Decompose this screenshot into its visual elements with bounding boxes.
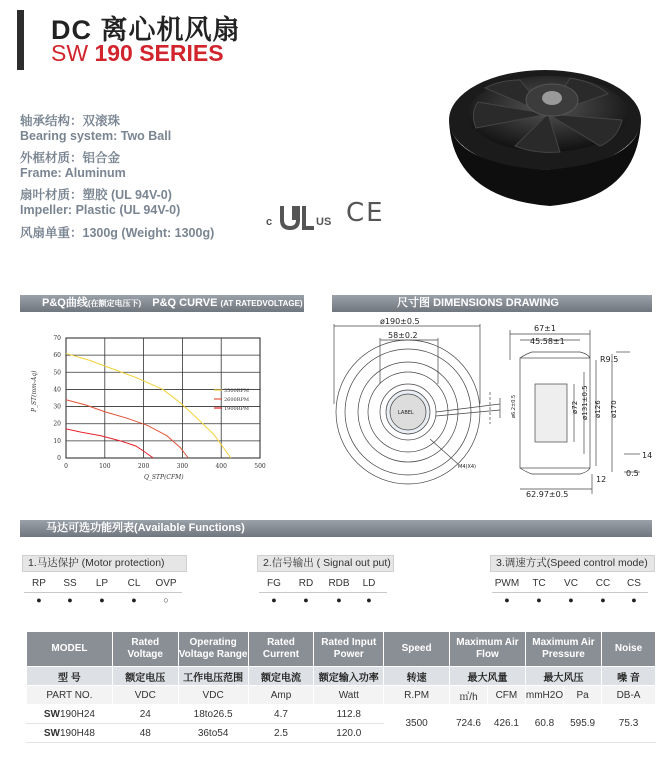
dim-126: ø126 — [594, 400, 602, 418]
col-model-cn: 型 号 — [27, 667, 113, 686]
func-pwm: PWM — [494, 578, 520, 589]
dim-72: ø72 — [571, 400, 579, 414]
dim-45: 45.58±1 — [530, 337, 565, 346]
accent-bar — [17, 10, 24, 70]
functions-header — [20, 520, 652, 537]
unit-watt: Watt — [314, 686, 384, 705]
pq-title-cn: P&Q曲线 — [42, 297, 88, 309]
col-operating-range: Operating Voltage Range — [178, 632, 248, 667]
row-current: 4.7 — [248, 705, 314, 724]
y-tick-label: 40 — [53, 386, 61, 394]
shared-flow-cfm: 426.1 — [487, 705, 525, 743]
shared-pressure-mm: 60.8 — [525, 705, 563, 743]
series-line-2600rpm — [66, 400, 188, 458]
cert-us: US — [316, 216, 332, 228]
func-rd: RD — [298, 578, 314, 589]
col-rated-voltage-cn: 额定电压 — [112, 667, 178, 686]
dims-title-en: DIMENSIONS DRAWING — [433, 297, 559, 309]
col-air-flow: Maximum Air Flow — [450, 632, 526, 667]
signal-output-title: 2.信号输出 ( Signal out put) — [257, 555, 394, 572]
shared-speed: 3500 — [384, 705, 450, 743]
func-vc-mark: ● — [568, 595, 574, 605]
func-ss-mark: ● — [67, 595, 73, 605]
y-tick-labels — [53, 335, 61, 462]
func-ld: LD — [362, 578, 376, 589]
product-title: DC 离心机风扇 — [51, 15, 241, 45]
col-air-pressure-cn: 最大风压 — [525, 667, 601, 686]
col-air-pressure: Maximum Air Pressure — [525, 632, 601, 667]
x-axis-label: Q_STP(CFM) — [144, 474, 184, 481]
unit-amp: Amp — [248, 686, 314, 705]
spec-frame-cn: 外框材质：铝合金 — [20, 151, 121, 165]
func-fg-mark: ● — [271, 595, 277, 605]
table-row — [27, 705, 656, 724]
model-prefix: SW — [43, 727, 60, 739]
y-tick-label: 0 — [57, 455, 61, 462]
unit-vdc-range: VDC — [178, 686, 248, 705]
shared-pressure-pa: 595.9 — [564, 705, 602, 743]
row-range: 36to54 — [178, 724, 248, 743]
x-tick-label: 0 — [64, 463, 68, 470]
unit-m3h: ㎥/h — [450, 686, 488, 705]
y-tick-label: 60 — [53, 352, 61, 360]
dim-170: ø170 — [610, 400, 618, 418]
row-model — [27, 724, 113, 743]
chart-legend — [214, 388, 249, 412]
ce-cert-logo: CE — [346, 198, 385, 228]
x-tick-label: 200 — [137, 463, 150, 470]
func-rdb-mark: ● — [336, 595, 342, 605]
x-tick-label: 300 — [176, 463, 189, 470]
series-title — [51, 40, 224, 67]
y-axis-label: P_ST(mm-Aq) — [31, 370, 38, 412]
table-header-row — [27, 632, 656, 667]
y-tick-label: 20 — [53, 420, 61, 428]
dim-190: ø190±0.5 — [380, 317, 420, 326]
row-power: 120.0 — [314, 724, 384, 743]
x-tick-label: 500 — [254, 463, 266, 470]
shared-noise: 75.3 — [602, 705, 656, 743]
func-lp-mark: ● — [99, 595, 105, 605]
ul-cert-logo — [266, 202, 346, 232]
func-rd-mark: ● — [303, 595, 309, 605]
unit-pa: Pa — [564, 686, 602, 705]
row-voltage: 24 — [112, 705, 178, 724]
cert-c: c — [266, 216, 273, 228]
dimensions-drawing — [330, 314, 660, 504]
spec-impeller-cn: 扇叶材质：塑胶 (UL 94V-0) — [20, 188, 172, 202]
func-cs-mark: ● — [631, 595, 637, 605]
dims-title-cn: 尺寸图 — [397, 297, 430, 309]
row-voltage: 48 — [112, 724, 178, 743]
row-range: 18to26.5 — [178, 705, 248, 724]
spec-bearing-cn: 轴承结构：双滚珠 — [20, 114, 121, 128]
series-line-3500rpm — [66, 353, 231, 458]
pq-title-cn-small: (在额定电压下) — [87, 299, 142, 308]
col-operating-range-cn: 工作电压范围 — [178, 667, 248, 686]
row-power: 112.8 — [314, 705, 384, 724]
spec-bearing-en: Bearing system: Two Ball — [20, 129, 172, 143]
y-tick-label: 30 — [53, 403, 61, 411]
dim-131: ø131±0.5 — [581, 385, 589, 420]
func-tc: TC — [532, 578, 546, 589]
dim-r95: R9.5 — [600, 355, 619, 364]
pq-header — [20, 295, 304, 312]
series-name: 190 SERIES — [94, 40, 224, 66]
shared-flow-m3h: 724.6 — [450, 705, 488, 743]
dim-05: 0.5 — [626, 469, 639, 478]
series-line-1900rpm — [66, 429, 153, 458]
dim-67: 67±1 — [534, 324, 556, 333]
dim-14: 14 — [642, 451, 653, 460]
table-header-cn-row — [27, 667, 656, 686]
model-number: 190H48 — [59, 727, 95, 739]
func-rp-mark: ● — [36, 595, 42, 605]
x-tick-labels — [64, 463, 266, 470]
col-input-power: Rated Input Power — [314, 632, 384, 667]
spec-frame-en: Frame: Aluminum — [20, 166, 126, 180]
unit-rpm: R.PM — [384, 686, 450, 705]
speed-control-title: 3.调速方式(Speed control mode) — [490, 555, 655, 572]
func-rp: RP — [32, 578, 46, 589]
func-vc: VC — [564, 578, 578, 589]
col-input-power-cn: 额定输入功率 — [314, 667, 384, 686]
func-cc-mark: ● — [600, 595, 606, 605]
func-rdb: RDB — [328, 578, 350, 589]
col-rated-current: Rated Current — [248, 632, 314, 667]
y-tick-label: 50 — [53, 369, 61, 377]
spec-impeller-en: Impeller: Plastic (UL 94V-0) — [20, 203, 181, 217]
unit-part-no: PART NO. — [27, 686, 113, 705]
pq-chart — [22, 322, 304, 490]
func-tc-mark: ● — [536, 595, 542, 605]
col-noise-cn: 噪 音 — [602, 667, 656, 686]
func-lp: LP — [95, 578, 109, 589]
func-ss: SS — [63, 578, 77, 589]
col-rated-current-cn: 额定电流 — [248, 667, 314, 686]
legend-label: 2600RPM — [224, 397, 249, 403]
series-prefix: SW — [51, 40, 89, 66]
col-noise: Noise — [602, 632, 656, 667]
model-prefix: SW — [43, 708, 60, 720]
legend-label: 3500RPM — [224, 388, 249, 394]
func-pwm-mark: ● — [504, 595, 510, 605]
divider — [259, 592, 387, 593]
fan-image — [440, 58, 650, 218]
spec-table — [26, 631, 656, 743]
dim-6-2: ø6.2±0.5 — [511, 394, 517, 418]
dim-12: 12 — [596, 475, 607, 484]
func-ovp-mark: ○ — [163, 595, 169, 605]
func-cc: CC — [595, 578, 611, 589]
label-text: LABEL — [398, 410, 414, 416]
col-rated-voltage: Rated Voltage — [112, 632, 178, 667]
col-model: MODEL — [27, 632, 113, 667]
col-speed-cn: 转速 — [384, 667, 450, 686]
unit-mmh2o: mmH2O — [525, 686, 563, 705]
dims-header — [332, 295, 652, 312]
spec-weight: 风扇单重：1300g (Weight: 1300g) — [20, 226, 215, 240]
model-number: 190H24 — [59, 708, 95, 720]
divider — [492, 592, 648, 593]
unit-dba: DB-A — [602, 686, 656, 705]
col-speed: Speed — [384, 632, 450, 667]
row-model — [27, 705, 113, 724]
x-tick-label: 400 — [215, 463, 227, 470]
pq-title-en: P&Q CURVE — [152, 297, 218, 309]
col-air-flow-cn: 最大风量 — [450, 667, 526, 686]
func-cs: CS — [627, 578, 641, 589]
legend-label: 1900RPM — [224, 406, 249, 412]
x-tick-label: 100 — [99, 463, 111, 470]
dim-58: 58±0.2 — [388, 331, 418, 340]
pq-title-en-small: (AT RATEDVOLTAGE) — [220, 299, 303, 308]
func-ld-mark: ● — [366, 595, 372, 605]
table-units-row — [27, 686, 656, 705]
dim-6297: 62.97±0.5 — [526, 490, 569, 499]
unit-cfm: CFM — [487, 686, 525, 705]
motor-protection-title: 1.马达保护 (Motor protection) — [22, 555, 187, 572]
func-ovp: OVP — [155, 578, 177, 589]
unit-vdc: VDC — [112, 686, 178, 705]
chart-series — [66, 353, 231, 458]
y-tick-label: 10 — [53, 437, 61, 445]
func-fg: FG — [267, 578, 281, 589]
divider — [24, 592, 182, 593]
func-cl: CL — [127, 578, 141, 589]
row-current: 2.5 — [248, 724, 314, 743]
dim-m4: M4(X4) — [458, 464, 477, 470]
y-tick-label: 70 — [53, 335, 61, 342]
func-cl-mark: ● — [131, 595, 137, 605]
functions-title: 马达可选功能列表(Available Functions) — [46, 522, 245, 534]
